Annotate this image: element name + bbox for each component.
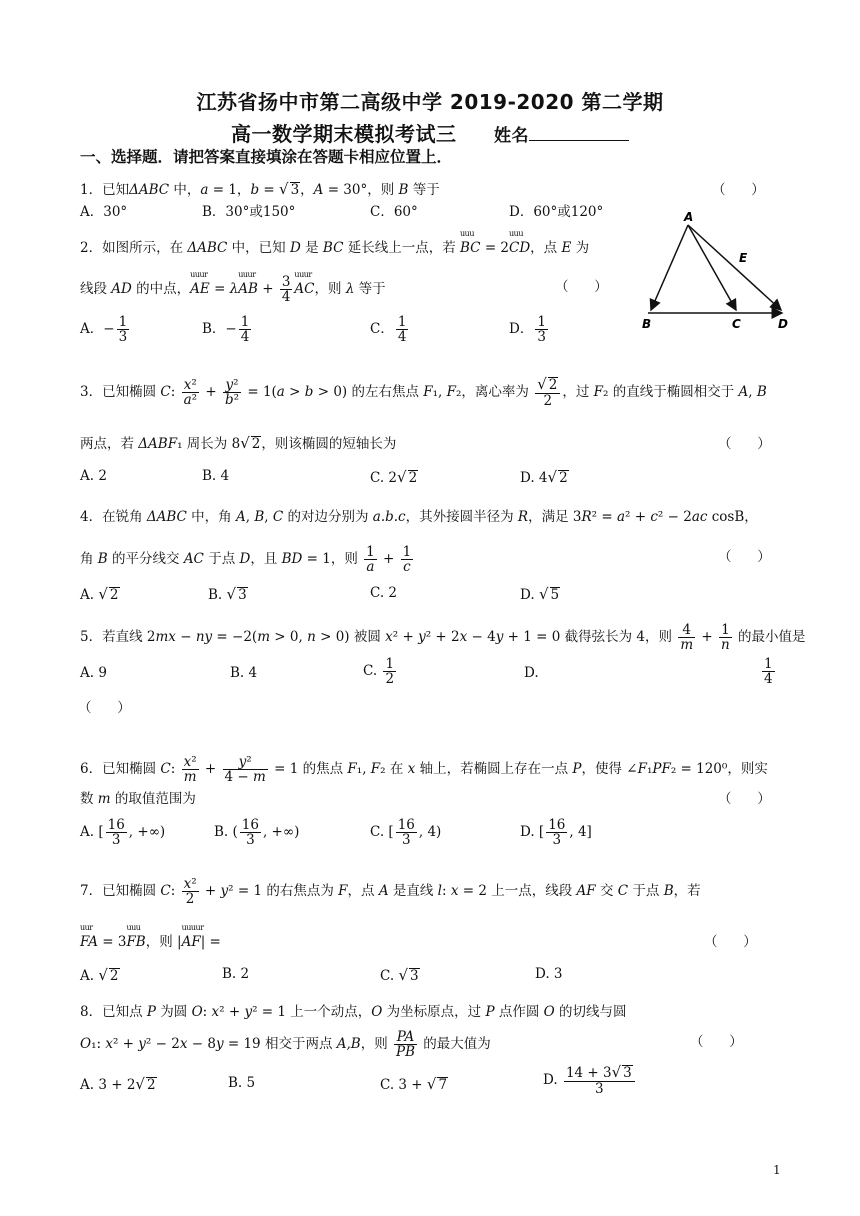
q3-stem-line2: 两点，若 ΔABF₁ 周长为 8√ 2，则该椭圆的短轴长为 (80, 434, 397, 452)
q3-option-a: A. 2 (80, 468, 107, 484)
page-number: 1 (773, 1163, 781, 1177)
line-ac (688, 225, 736, 310)
q4-option-b: B. √ 3 (208, 585, 247, 603)
q4-stem-line2: 角 B 的平分线交 AC 于点 D，且 BD = 1，则 $\frac{1}{a}$ + $\frac{1}{c}$ (80, 544, 412, 576)
q4-option-c: C. 2 (370, 585, 398, 601)
triangle-figure (638, 210, 798, 335)
exam-title-line1: 江苏省扬中市第二高级中学 2019-2020 第二学期 (196, 90, 664, 114)
q3-option-b: B. 4 (202, 468, 230, 484)
q4-stem-line1: 4．在锐角 ΔABC 中，角 A, B, C 的对边分别为 a.b.c，其外接圆半径为 R，满足 3R² = a² + c² − 2ac cosB， (80, 509, 758, 525)
q5-option-b: B. 4 (230, 665, 258, 681)
exam-title-text: 高一数学期末模拟考试三 (231, 122, 457, 146)
q3-option-c: C. 2√ 2 (370, 468, 418, 486)
label-c: C (732, 317, 741, 331)
q5-answer-paren: （ ） (78, 700, 131, 716)
q5-stem: 5．若直线 2mx − ny = −2(m > 0, n > 0) 被圆 x² + y² + 2x − 4y + 1 = 0 截得弦长为 4，则 $\frac{4}{m}$ + $\frac{1}{n}$ 的最小值是 (80, 622, 806, 654)
q2-option-d: D． $\frac{1}{3}$ (509, 314, 546, 346)
line-ab (651, 225, 688, 310)
label-e: E (739, 251, 748, 265)
q8-stem-line1: 8．已知点 P 为圆 O: x² + y² = 1 上一个动点，O 为坐标原点，过 P 点作圆 O 的切线与圆 (80, 1004, 627, 1020)
q8-answer-paren: （ ） (690, 1034, 743, 1050)
q1-option-b: B．30°或150° (202, 204, 296, 220)
line-ad (688, 225, 781, 310)
q6-stem-line2: 数 m 的取值范围为 (80, 791, 196, 807)
q2-option-a: A．− $\frac{1}{3}$ (80, 314, 128, 346)
q2-answer-paren: （ ） (555, 279, 608, 295)
q6-option-b: B. ( $\frac{16}{3}$ , +∞) (214, 817, 300, 849)
q1-option-c: C．60° (370, 204, 418, 220)
q6-option-d: D. [ $\frac{16}{3}$ , 4] (520, 817, 592, 849)
q2-option-c: C． $\frac{1}{4}$ (370, 314, 407, 346)
exam-title-line2 (0, 118, 860, 147)
q5-option-a: A. 9 (80, 665, 107, 681)
q1-option-a: A．30° (80, 204, 128, 220)
q3-stem-line1: 3．已知椭圆 C: $\frac{\text{x²}}{\text{a²}}$ + $\frac{\text{y²}}{\text{b²}}$ = 1(a > b > 0) 的左右焦点 F₁, F₂，离心率为 $\frac{√ 2}{2}$ ，过 F₂ 的直线于椭圆相交于 A, B (80, 375, 767, 409)
q1-answer-paren: （ ） (712, 182, 765, 198)
section-heading: 一、选择题．请把答案直接填涂在答题卡相应位置上． (80, 148, 453, 166)
q1-stem (80, 178, 440, 198)
q6-answer-paren: （ ） (718, 791, 771, 807)
label-b: B (642, 317, 652, 331)
q1-option-d: D．60°或120° (509, 204, 604, 220)
q4-option-a: A. √ 2 (80, 585, 119, 603)
q7-option-a: A. √ 2 (80, 966, 119, 984)
q7-option-d: D. 3 (535, 966, 563, 982)
q4-option-d: D. √ 5 (520, 585, 560, 603)
q5-option-c: C. $\frac{1}{2}$ (363, 656, 395, 688)
label-d: D (778, 317, 788, 331)
q5-option-d-letter: D. (524, 665, 539, 681)
q8-option-a: A. 3 + 2√ 2 (80, 1075, 156, 1093)
label-a: A (684, 210, 694, 224)
q7-option-c: C. √ 3 (380, 966, 419, 984)
q8-option-b: B. 5 (228, 1075, 256, 1091)
q8-option-d: D. $\frac{14 + 3√ 3}{3}$ (543, 1065, 637, 1096)
name-blank-line (529, 124, 629, 141)
q8-option-c: C. 3 + √ 7 (380, 1075, 448, 1093)
q2-option-b: B．− $\frac{1}{4}$ (202, 314, 250, 346)
q6-option-c: C. [ $\frac{16}{3}$ , 4) (370, 817, 442, 849)
q6-option-a: A. [ $\frac{16}{3}$ , +∞) (80, 817, 166, 849)
q2-stem-line1: 2．如图所示，在 ΔABC 中，已知 D 是 BC 延长线上一点，若 uuu BC = 2uuu CD，点 E 为 (80, 236, 589, 256)
q7-option-b: B. 2 (222, 966, 250, 982)
q7-stem-line1: 7．已知椭圆 C: $\frac{\text{x²}}{2}$ + y² = 1 的右焦点为 F，点 A 是直线 l: x = 2 上一点，线段 AF 交 C 于点 B，若 (80, 876, 701, 908)
q8-stem-line2: O₁: x² + y² − 2x − 8y = 19 相交于两点 A,B，则 $\frac{PA}{PB}$ 的最大值为 (80, 1029, 491, 1061)
q1-prefix: 1．已知 (80, 182, 130, 198)
name-label: 姓名 (493, 126, 529, 146)
q2-stem-line2: 线段 AD 的中点，uuur AE = λuuur AB + $\frac{3}{4}$ uuur AC，则 λ 等于 (80, 275, 386, 304)
q6-stem-line1: 6．已知椭圆 C: $\frac{\text{x²}}{m}$ + $\frac{\text{y²}}{4 - m}$ = 1 的焦点 F₁, F₂ 在 x 轴上，若椭圆上存在一点 P，使得 ∠F₁PF₂ = 120⁰，则实 (80, 754, 768, 786)
q1-math: ΔABC 中，a = 1，b = √ 3，A = 30°，则 B 等于 (129, 180, 440, 198)
q5-option-d-value: $\frac{1}{4}$ (764, 656, 773, 688)
q7-answer-paren: （ ） (704, 934, 757, 950)
q3-answer-paren: （ ） (718, 436, 771, 452)
q4-answer-paren: （ ） (718, 549, 771, 565)
q7-stem-line2: uur FA = 3uuu FB，则 |uuuur AF| = (80, 930, 221, 950)
q3-option-d: D. 4√ 2 (520, 468, 568, 486)
